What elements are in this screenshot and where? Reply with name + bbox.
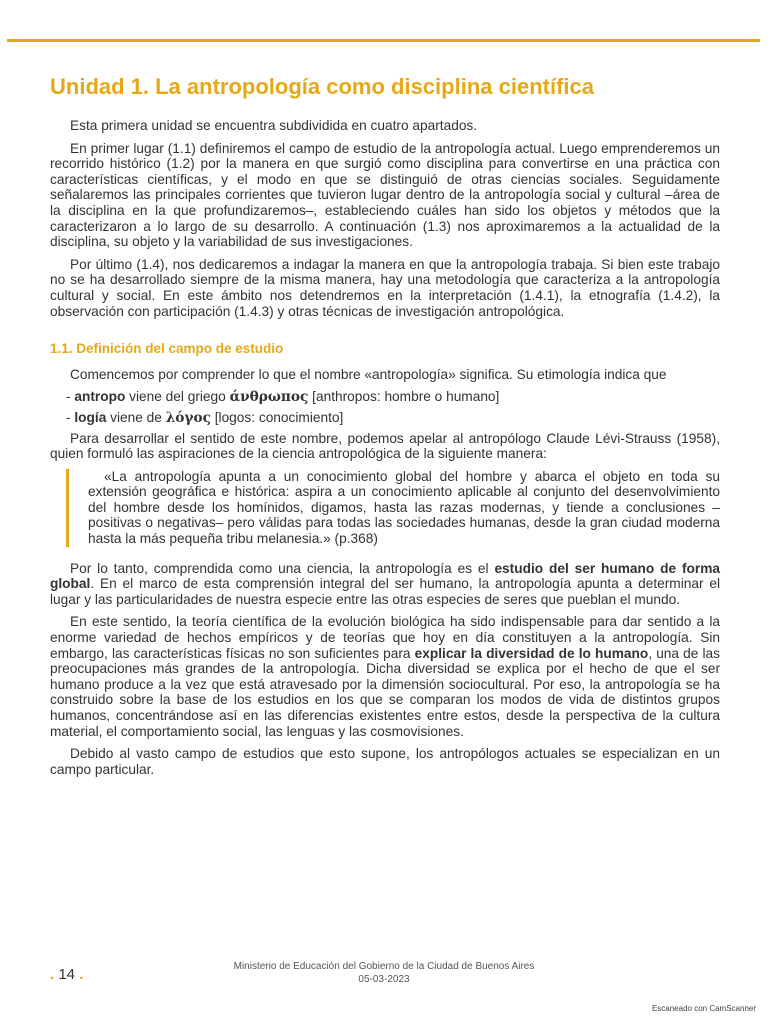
top-accent-rule xyxy=(7,39,760,42)
etymology-dash: - xyxy=(66,389,75,405)
bold-phrase: estudio del ser humano de forma global xyxy=(50,560,720,592)
block-quote xyxy=(66,469,720,547)
footer-credits xyxy=(0,960,768,986)
paragraph-text: En este sentido, la teoría científica de la evolución biológica ha sido indispensable para dar sentido a la enorme variedad de hechos empíricos y de teorías que hoy en día constituyen a la antropología. Sin embargo, las características físicas no son suficientes para xyxy=(50,614,720,661)
paragraph-text: Por lo tanto, comprendida como una ciencia, la antropología es el xyxy=(70,560,495,576)
paragraph-intro: Esta primera unidad se encuentra subdividida en cuatro apartados. xyxy=(70,118,478,133)
etymology-greek-word: λόγος xyxy=(165,409,211,426)
quote-text: «La antropología apunta a un conocimiento global del hombre y abarca el objeto en toda su extensión geográfica e histórica: aspira a un conocimiento aplicable al conjunto del desenvolvimiento del hombre desde los homínidos, digamos, hasta las razas modernas, y tiende a conclusiones –positivas o negativas– pero válidas para todas las sociedades humanas, desde la gran ciudad moderna hasta la más pequeña tribu melanesia.» (p.368) xyxy=(88,468,720,547)
paragraph-text: , una de las preocupaciones más grandes de la antropología. Dicha diversidad se explica por el hecho de que el ser humano produce a la vez que está atravesado por la dimensión sociocultural. Por eso, la antropología se ha construido sobre la base de los estudios en los que se comparan los modos de vida de distintos grupos humanos, concentrándose así en las diferencias existentes entre estos, desde la perspectiva de la cultura material, el comportamiento social, las lenguas y las cosmovisiones. xyxy=(50,645,720,739)
etymology-item-antropo xyxy=(66,389,720,406)
footer-ministry: Ministerio de Educación del Gobierno de la Ciudad de Buenos Aires xyxy=(233,961,535,972)
scanner-watermark: Escaneado con CamScanner xyxy=(651,1004,756,1013)
etymology-dash: - xyxy=(66,409,75,425)
page-number-value: 14 xyxy=(58,966,76,983)
footer-dot: . xyxy=(75,966,84,983)
bold-phrase: explicar la diversidad de lo humano xyxy=(414,645,649,661)
etymology-connector: viene del griego xyxy=(125,389,230,405)
etymology-connector: viene de xyxy=(106,409,166,425)
etymology-meaning: [anthropos: hombre o humano] xyxy=(308,389,500,405)
paragraph-specialization: Debido al vasto campo de estudios que esto supone, los antropólogos actuales se especializan en un campo particular. xyxy=(50,746,720,777)
footer-dot: . xyxy=(50,966,59,983)
paragraph-diversity xyxy=(50,614,720,739)
etymology-meaning: [logos: conocimiento] xyxy=(210,409,344,425)
paragraph-methods: Por último (1.4), nos dedicaremos a indagar la manera en que la antropología trabaja. Si bien este trabajo no se ha desarrollado siempre de la misma manera, hay una metodología que caracteriza a la antropología cultural y social. En este ámbito nos detendremos en la interpretación (1.4.1), la etnografía (1.4.2), la observación con participación (1.4.3) y otras técnicas de investigación antropológica. xyxy=(50,256,720,319)
paragraph-outline: En primer lugar (1.1) definiremos el campo de estudio de la antropología actual. Luego emprenderemos un recorrido histórico (1.2) por la manera en que surgió como disciplina para convertirse en una práctica con características científicas, y el modo en que se distinguió de otras ciencias sociales. Seguidamente señalaremos las principales corrientes que tuvieron lugar dentro de la antropología social y cultural –área de la disciplina en la que profundizaremos–, estableciendo cuáles han sido los objetos y métodos que la caracterizaron a lo largo de su desarrollo. A continuación (1.3) nos aproximaremos a la actualidad de la disciplina, su objeto y la variabilidad de sus investigaciones. xyxy=(50,140,720,250)
etymology-term: antropo xyxy=(74,389,126,405)
footer-date: 05-03-2023 xyxy=(358,974,410,985)
etymology-greek-word: άνθρωπος xyxy=(229,389,309,406)
document-body xyxy=(50,118,720,784)
etymology-item-logia xyxy=(66,410,720,427)
paragraph-text: . En el marco de esta comprensión integral del ser humano, la antropología apunta a determinar el lugar y las particularidades de nuestra especie entre las otras especies de seres que pueblan el mundo. xyxy=(50,576,720,607)
section-heading: 1.1. Definición del campo de estudio xyxy=(50,341,284,357)
etymology-term: logía xyxy=(74,409,107,425)
paragraph-etymology-intro: Comencemos por comprender lo que el nombre «antropología» significa. Su etimología indica que xyxy=(70,366,667,382)
paragraph-levi-strauss: Para desarrollar el sentido de este nombre, podemos apelar al antropólogo Claude Lévi-Strauss (1958), quien formuló las aspiraciones de la ciencia antropológica de la siguiente manera: xyxy=(50,430,720,462)
page-title: Unidad 1. La antropología como disciplina científica xyxy=(50,74,594,99)
paragraph-global-study xyxy=(50,561,720,608)
